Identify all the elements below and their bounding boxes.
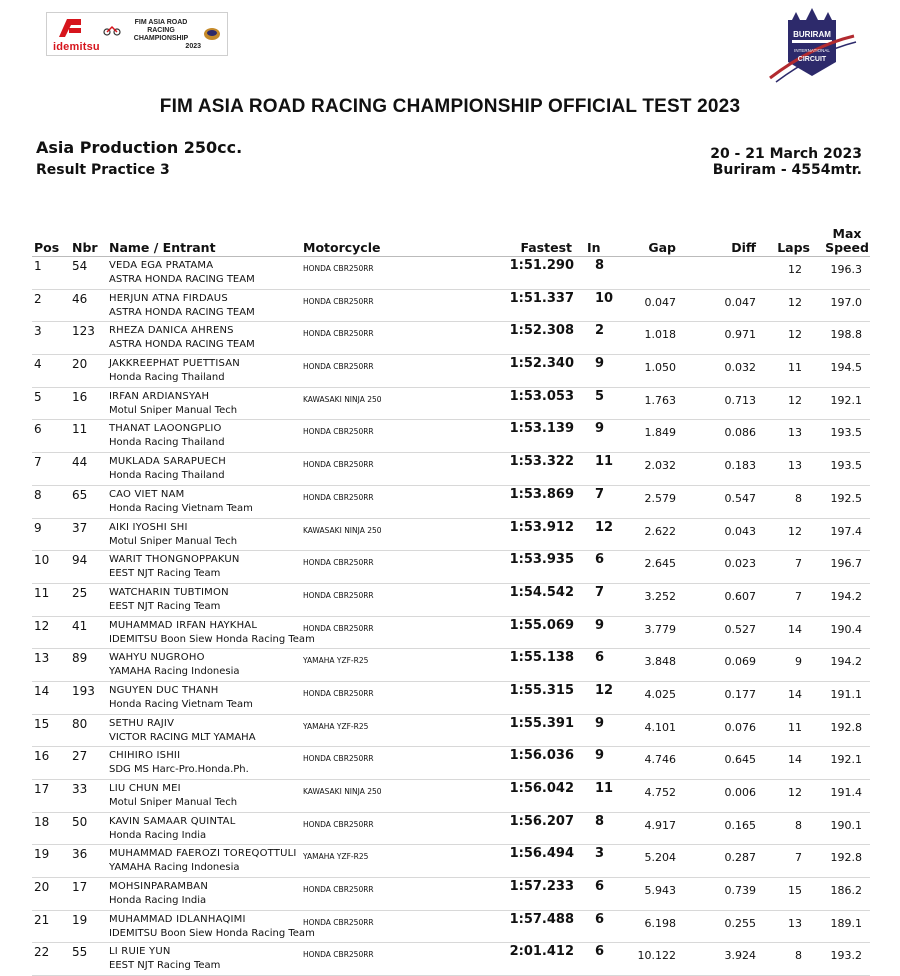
entrant-name: EEST NJT Racing Team [109, 600, 221, 612]
class-name: Asia Production 250cc. [36, 138, 243, 157]
number-cell: 65 [72, 487, 88, 502]
motorcycle-cell: YAMAHA YZF-R25 [303, 852, 369, 862]
col-nbr-header: Nbr [72, 240, 98, 255]
rider-name: RHEZA DANICA AHRENS [109, 325, 234, 337]
pos-cell: 15 [34, 716, 50, 731]
pos-cell: 8 [34, 487, 42, 502]
diff-cell: 0.287 [724, 851, 756, 865]
rider-name: JAKKREEPHAT PUETTISAN [109, 358, 240, 370]
motorcycle-cell: HONDA CBR250RR [303, 819, 374, 829]
fastest-lap-cell: 1:55.315 [509, 682, 574, 698]
number-cell: 37 [72, 520, 88, 535]
table-body [32, 257, 870, 976]
in-lap-cell: 6 [595, 911, 605, 927]
entrant-name: ASTRA HONDA RACING TEAM [109, 306, 255, 318]
max-speed-cell: 186.2 [830, 884, 862, 898]
in-lap-cell: 9 [595, 356, 605, 372]
in-lap-cell: 2 [595, 323, 605, 339]
rider-name: HERJUN ATNA FIRDAUS [109, 292, 228, 304]
max-speed-cell: 192.1 [830, 393, 862, 407]
entrant-name: Honda Racing India [109, 895, 207, 907]
laps-cell: 11 [788, 361, 802, 375]
table-row [32, 322, 870, 355]
in-lap-cell: 6 [595, 650, 605, 666]
max-speed-cell: 191.1 [830, 687, 862, 701]
max-speed-cell: 189.1 [830, 916, 862, 930]
pos-cell: 19 [34, 847, 50, 862]
fastest-lap-cell: 1:53.322 [509, 454, 574, 470]
number-cell: 17 [72, 880, 88, 895]
fim-badge-icon [203, 25, 221, 41]
entrant-name: Motul Sniper Manual Tech [109, 404, 238, 416]
laps-cell: 9 [795, 655, 802, 669]
laps-cell: 11 [788, 720, 802, 734]
motorcycle-cell: HONDA CBR250RR [303, 950, 374, 960]
rider-name: THANAT LAOONGPLIO [109, 423, 222, 435]
entrant-name: EEST NJT Racing Team [109, 568, 221, 580]
fastest-lap-cell: 1:56.036 [509, 748, 574, 764]
entrant-name: SDG MS Harc-Pro.Honda.Ph. [109, 764, 249, 776]
gap-cell: 3.779 [644, 622, 676, 636]
entrant-name: ASTRA HONDA RACING TEAM [109, 274, 255, 285]
fastest-lap-cell: 1:56.042 [509, 781, 574, 796]
number-cell: 55 [72, 945, 88, 960]
in-lap-cell: 11 [595, 781, 614, 796]
in-lap-cell: 7 [595, 486, 605, 502]
fastest-lap-cell: 1:55.138 [509, 650, 574, 666]
rider-name: LI RUIE YUN [109, 946, 171, 958]
table-row [32, 519, 870, 552]
max-speed-cell: 192.5 [830, 491, 862, 505]
gap-cell: 4.746 [644, 753, 676, 767]
in-lap-cell: 6 [595, 879, 605, 895]
max-speed-cell: 192.8 [830, 720, 862, 734]
gap-cell: 3.848 [644, 655, 676, 669]
event-date: 20 - 21 March 2023 [710, 146, 862, 162]
gap-cell: 1.763 [644, 393, 676, 407]
rider-name: MUHAMMAD IDLANHAQIMI [109, 913, 246, 925]
venue-logo-line-3: CIRCUIT [797, 56, 827, 63]
gap-cell: 4.752 [644, 786, 676, 799]
motorcycle-cell: HONDA CBR250RR [303, 623, 374, 633]
number-cell: 33 [72, 782, 88, 796]
number-cell: 80 [72, 716, 88, 731]
col-name-header: Name / Entrant [109, 240, 216, 255]
table-row [32, 551, 870, 584]
entrant-name: Motul Sniper Manual Tech [109, 797, 238, 808]
entrant-name: Motul Sniper Manual Tech [109, 535, 238, 547]
in-lap-cell: 3 [595, 846, 605, 862]
pos-cell: 21 [34, 912, 50, 927]
rider-name: AIKI IYOSHI SHI [109, 521, 188, 533]
number-cell: 94 [72, 553, 88, 568]
table-row [32, 388, 870, 421]
fastest-lap-cell: 1:53.912 [509, 519, 574, 535]
entrant-name: Honda Racing Vietnam Team [109, 502, 253, 514]
laps-cell: 12 [788, 328, 802, 342]
pos-cell: 12 [34, 618, 50, 633]
number-cell: 36 [72, 847, 88, 862]
rider-name: LIU CHUN MEI [109, 783, 181, 794]
diff-cell: 0.047 [724, 295, 756, 309]
number-cell: 89 [72, 651, 88, 666]
series-line-1: FIM ASIA ROAD RACING [134, 19, 188, 34]
diff-cell: 0.645 [724, 753, 756, 767]
pos-cell: 6 [34, 422, 42, 437]
laps-cell: 14 [788, 622, 802, 636]
in-lap-cell: 9 [595, 748, 605, 764]
pos-cell: 14 [34, 683, 50, 698]
col-gap-header: Gap [648, 240, 676, 255]
fastest-lap-cell: 1:54.542 [509, 584, 574, 600]
number-cell: 41 [72, 618, 88, 633]
fastest-lap-cell: 1:55.069 [509, 617, 574, 633]
in-lap-cell: 9 [595, 421, 605, 437]
laps-cell: 12 [788, 393, 802, 407]
in-lap-cell: 8 [595, 813, 605, 829]
max-speed-cell: 190.1 [830, 818, 862, 832]
laps-cell: 15 [788, 884, 802, 898]
entrant-name: Honda Racing Thailand [109, 470, 225, 482]
table-header [32, 226, 870, 257]
rider-name: CAO VIET NAM [109, 488, 185, 500]
motorcycle-cell: HONDA CBR250RR [303, 754, 374, 764]
fastest-lap-cell: 1:56.207 [509, 813, 574, 829]
diff-cell: 0.006 [724, 786, 756, 799]
venue-logo-line-2: INTERNATIONAL [794, 48, 830, 53]
col-fastest-header: Fastest [520, 240, 572, 255]
rider-name: MOHSINPARAMBAN [109, 881, 209, 893]
table-row [32, 257, 870, 290]
table-row [32, 943, 870, 976]
table-row [32, 911, 870, 944]
pos-cell: 3 [34, 324, 42, 339]
fastest-lap-cell: 1:52.308 [509, 323, 574, 339]
gap-cell: 1.849 [644, 426, 676, 440]
max-speed-cell: 194.2 [830, 589, 862, 603]
rider-name: IRFAN ARDIANSYAH [109, 390, 210, 402]
entrant-name: Honda Racing Thailand [109, 437, 225, 449]
entrant-name: ASTRA HONDA RACING TEAM [109, 339, 255, 351]
number-cell: 11 [72, 422, 88, 437]
table-row [32, 845, 870, 878]
diff-cell: 0.255 [724, 916, 756, 930]
pos-cell: 7 [34, 455, 42, 470]
number-cell: 27 [72, 749, 88, 764]
diff-cell: 0.971 [724, 328, 756, 342]
fastest-lap-cell: 1:53.053 [509, 388, 574, 404]
buriram-circuit-logo [766, 6, 858, 86]
table-row [32, 290, 870, 323]
gap-cell: 3.252 [644, 589, 676, 603]
number-cell: 123 [72, 324, 95, 339]
gap-cell: 2.579 [644, 491, 676, 505]
diff-cell: 0.739 [724, 884, 756, 898]
rider-name: MUKLADA SARAPUECH [109, 456, 227, 468]
motorcycle-cell: KAWASAKI NINJA 250 [303, 787, 382, 796]
rider-name: VEDA EGA PRATAMA [109, 260, 214, 271]
table-row [32, 682, 870, 715]
laps-cell: 8 [795, 949, 802, 963]
number-cell: 46 [72, 291, 88, 306]
laps-cell: 12 [788, 263, 802, 276]
in-lap-cell: 8 [595, 258, 605, 273]
diff-cell: 0.032 [724, 361, 756, 375]
pos-cell: 11 [34, 585, 50, 600]
max-speed-cell: 190.4 [830, 622, 862, 636]
diff-cell: 0.183 [724, 459, 756, 473]
entrant-name: VICTOR RACING MLT YAMAHA [109, 731, 256, 743]
number-cell: 44 [72, 455, 88, 470]
col-speed-header-line-1: Max [832, 226, 862, 241]
diff-cell: 0.165 [724, 818, 756, 832]
series-name [121, 19, 201, 51]
number-cell: 25 [72, 585, 88, 600]
in-lap-cell: 5 [595, 388, 605, 404]
motorcycle-cell: KAWASAKI NINJA 250 [303, 525, 382, 535]
col-diff-header: Diff [731, 240, 756, 255]
max-speed-cell: 196.7 [830, 557, 862, 571]
motorcycle-cell: HONDA CBR250RR [303, 492, 374, 502]
entrant-name: YAMAHA Racing Indonesia [109, 862, 240, 874]
fastest-lap-cell: 1:55.391 [509, 715, 574, 731]
venue-logo-line-1: BURIRAM [793, 30, 831, 39]
in-lap-cell: 10 [595, 290, 614, 306]
diff-cell: 0.086 [724, 426, 756, 440]
fastest-lap-cell: 2:01.412 [509, 944, 574, 960]
rider-name: NGUYEN DUC THANH [109, 684, 219, 696]
in-lap-cell: 9 [595, 617, 605, 633]
rider-name: WATCHARIN TUBTIMON [109, 586, 229, 598]
rider-name: MUHAMMAD FAEROZI TOREQOTTULI [109, 848, 297, 860]
in-lap-cell: 12 [595, 682, 614, 698]
fastest-lap-cell: 1:51.290 [509, 258, 574, 273]
entrant-name: IDEMITSU Boon Siew Honda Racing Team [109, 633, 315, 645]
fastest-lap-cell: 1:52.340 [509, 356, 574, 372]
diff-cell: 0.023 [724, 557, 756, 571]
diff-cell: 0.547 [724, 491, 756, 505]
table-row [32, 584, 870, 617]
pos-cell: 5 [34, 389, 42, 404]
rider-icon [103, 22, 121, 36]
max-speed-cell: 196.3 [830, 263, 862, 276]
sponsor-name: idemitsu [53, 41, 100, 53]
col-speed-header [824, 227, 870, 255]
fastest-lap-cell: 1:51.337 [509, 290, 574, 306]
in-lap-cell: 6 [595, 552, 605, 568]
motorcycle-cell: HONDA CBR250RR [303, 460, 374, 470]
number-cell: 54 [72, 259, 88, 273]
fastest-lap-cell: 1:53.869 [509, 486, 574, 502]
entrant-name: Honda Racing India [109, 829, 207, 841]
series-year: 2023 [185, 43, 201, 50]
motorcycle-cell: HONDA CBR250RR [303, 264, 374, 273]
session-name: Result Practice 3 [36, 162, 170, 178]
gap-cell: 4.101 [644, 720, 676, 734]
laps-cell: 14 [788, 753, 802, 767]
table-row [32, 355, 870, 388]
table-row [32, 486, 870, 519]
number-cell: 19 [72, 912, 88, 927]
number-cell: 16 [72, 389, 88, 404]
series-line-2: CHAMPIONSHIP [133, 35, 189, 42]
pos-cell: 2 [34, 291, 42, 306]
in-lap-cell: 12 [595, 519, 614, 535]
pos-cell: 10 [34, 553, 50, 568]
fastest-lap-cell: 1:57.233 [509, 879, 574, 895]
table-row [32, 747, 870, 780]
diff-cell: 0.607 [724, 589, 756, 603]
motorcycle-cell: HONDA CBR250RR [303, 362, 374, 372]
motorcycle-cell: HONDA CBR250RR [303, 885, 374, 895]
max-speed-cell: 194.5 [830, 361, 862, 375]
col-motorcycle-header: Motorcycle [303, 240, 381, 255]
gap-cell: 1.018 [644, 328, 676, 342]
gap-cell: 1.050 [644, 361, 676, 375]
laps-cell: 13 [788, 459, 802, 473]
col-in-header: In [587, 240, 601, 255]
table-row [32, 780, 870, 813]
laps-cell: 12 [788, 524, 802, 538]
idemitsu-mark-icon [57, 17, 83, 39]
pos-cell: 13 [34, 651, 50, 666]
rider-name: WAHYU NUGROHO [109, 652, 205, 664]
col-speed-header-line-2: Speed [825, 240, 869, 255]
in-lap-cell: 11 [595, 454, 614, 470]
table-row [32, 715, 870, 748]
table-row [32, 878, 870, 911]
rider-name: KAVIN SAMAAR QUINTAL [109, 815, 236, 827]
diff-cell: 0.069 [724, 655, 756, 669]
laps-cell: 7 [795, 557, 802, 571]
diff-cell: 0.527 [724, 622, 756, 636]
max-speed-cell: 193.5 [830, 459, 862, 473]
motorcycle-cell: HONDA CBR250RR [303, 558, 374, 568]
in-lap-cell: 9 [595, 715, 605, 731]
laps-cell: 13 [788, 916, 802, 930]
laps-cell: 12 [788, 295, 802, 309]
max-speed-cell: 192.1 [830, 753, 862, 767]
pos-cell: 18 [34, 814, 50, 829]
max-speed-cell: 194.2 [830, 655, 862, 669]
number-cell: 50 [72, 814, 88, 829]
pos-cell: 16 [34, 749, 50, 764]
col-pos-header: Pos [34, 240, 60, 255]
number-cell: 193 [72, 683, 95, 698]
diff-cell: 0.076 [724, 720, 756, 734]
pos-cell: 17 [34, 782, 50, 796]
gap-cell: 10.122 [637, 949, 676, 963]
diff-cell: 0.713 [724, 393, 756, 407]
entrant-name: IDEMITSU Boon Siew Honda Racing Team [109, 927, 315, 939]
motorcycle-cell: HONDA CBR250RR [303, 296, 374, 306]
table-row [32, 813, 870, 846]
max-speed-cell: 197.0 [830, 295, 862, 309]
table-row [32, 649, 870, 682]
gap-cell: 2.622 [644, 524, 676, 538]
col-laps-header: Laps [777, 240, 810, 255]
event-place: Buriram - 4554mtr. [712, 162, 862, 178]
number-cell: 20 [72, 357, 88, 372]
laps-cell: 14 [788, 687, 802, 701]
gap-cell: 6.198 [644, 916, 676, 930]
in-lap-cell: 7 [595, 584, 605, 600]
max-speed-cell: 197.4 [830, 524, 862, 538]
laps-cell: 13 [788, 426, 802, 440]
table-row [32, 617, 870, 650]
entrant-name: YAMAHA Racing Indonesia [109, 666, 240, 678]
gap-cell: 4.917 [644, 818, 676, 832]
motorcycle-cell: HONDA CBR250RR [303, 427, 374, 437]
table-row [32, 453, 870, 486]
entrant-name: EEST NJT Racing Team [109, 960, 221, 972]
motorcycle-cell: HONDA CBR250RR [303, 590, 374, 600]
motorcycle-cell: HONDA CBR250RR [303, 688, 374, 698]
max-speed-cell: 193.5 [830, 426, 862, 440]
laps-cell: 12 [788, 786, 802, 799]
rider-name: MUHAMMAD IRFAN HAYKHAL [109, 619, 258, 631]
laps-cell: 8 [795, 818, 802, 832]
max-speed-cell: 198.8 [830, 328, 862, 342]
laps-cell: 7 [795, 589, 802, 603]
table-row [32, 420, 870, 453]
pos-cell: 9 [34, 520, 42, 535]
motorcycle-cell: YAMAHA YZF-R25 [303, 656, 369, 666]
gap-cell: 0.047 [644, 295, 676, 309]
rider-name: WARIT THONGNOPPAKUN [109, 554, 240, 566]
pos-cell: 1 [34, 259, 42, 273]
max-speed-cell: 193.2 [830, 949, 862, 963]
motorcycle-cell: KAWASAKI NINJA 250 [303, 394, 382, 404]
diff-cell: 0.177 [724, 687, 756, 701]
laps-cell: 8 [795, 491, 802, 505]
pos-cell: 22 [34, 945, 50, 960]
motorcycle-cell: HONDA CBR250RR [303, 917, 374, 927]
page-title: FIM ASIA ROAD RACING CHAMPIONSHIP OFFICIAL TEST 2023 [159, 96, 741, 117]
gap-cell: 2.645 [644, 557, 676, 571]
gap-cell: 5.204 [644, 851, 676, 865]
in-lap-cell: 6 [595, 944, 605, 960]
motorcycle-cell: HONDA CBR250RR [303, 329, 374, 339]
motorcycle-cell: YAMAHA YZF-R25 [303, 721, 369, 731]
rider-name: CHIHIRO ISHII [109, 750, 181, 762]
diff-cell: 0.043 [724, 524, 756, 538]
entrant-name: Honda Racing Thailand [109, 372, 225, 384]
fastest-lap-cell: 1:57.488 [509, 911, 574, 927]
rider-name: SETHU RAJIV [109, 717, 175, 729]
gap-cell: 4.025 [644, 687, 676, 701]
gap-cell: 2.032 [644, 459, 676, 473]
max-speed-cell: 192.8 [830, 851, 862, 865]
fastest-lap-cell: 1:53.139 [509, 421, 574, 437]
max-speed-cell: 191.4 [830, 786, 862, 799]
pos-cell: 4 [34, 357, 42, 372]
entrant-name: Honda Racing Vietnam Team [109, 698, 253, 710]
fastest-lap-cell: 1:56.494 [509, 846, 574, 862]
results-table [32, 226, 870, 976]
laps-cell: 7 [795, 851, 802, 865]
diff-cell: 3.924 [724, 949, 756, 963]
gap-cell: 5.943 [644, 884, 676, 898]
series-logo [46, 12, 228, 56]
pos-cell: 20 [34, 880, 50, 895]
fastest-lap-cell: 1:53.935 [509, 552, 574, 568]
